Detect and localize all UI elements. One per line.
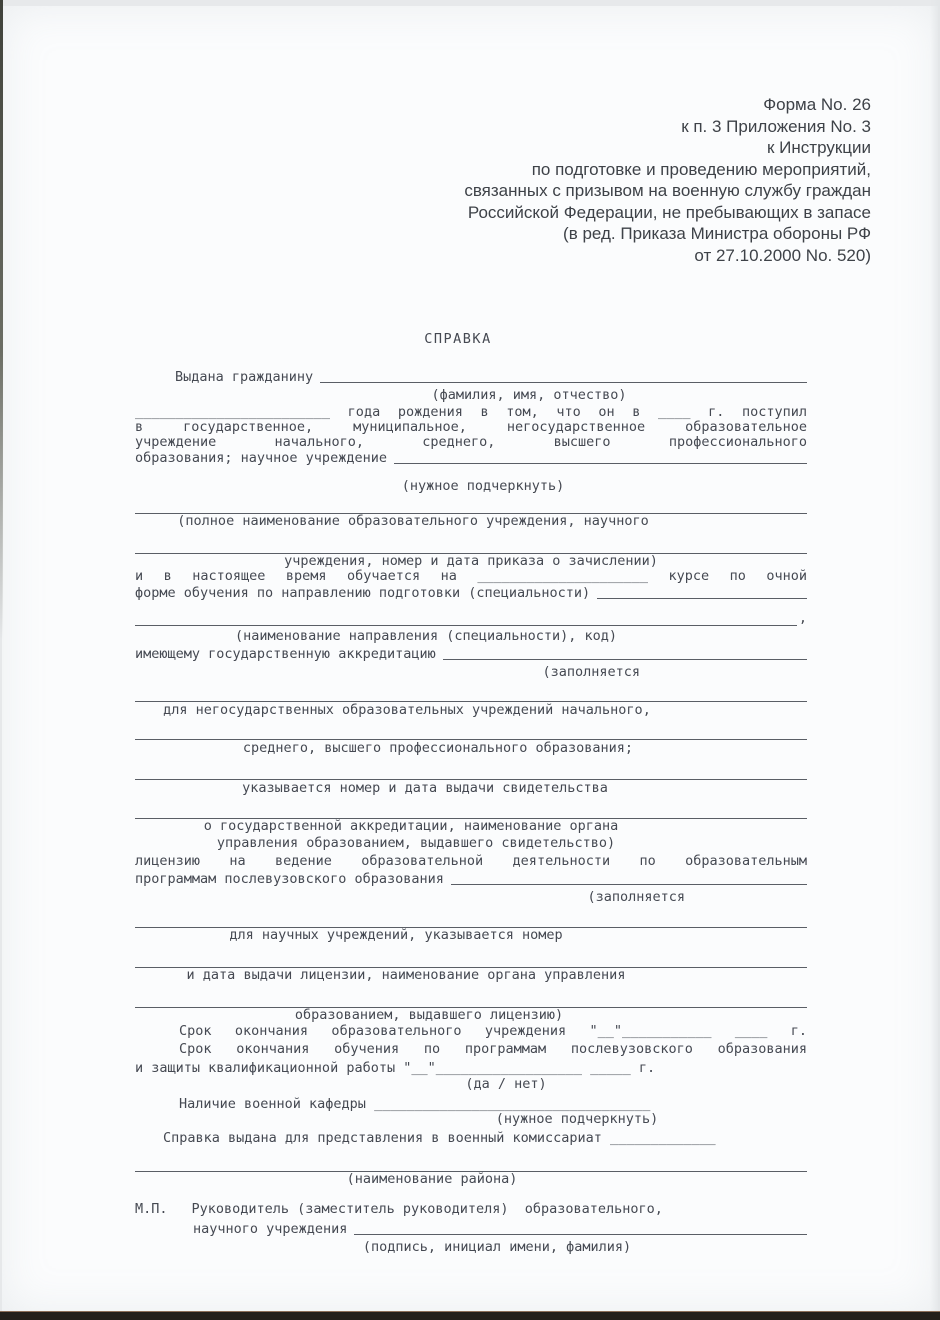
blank-underline [320,369,807,383]
field-caption: для научных учреждений, указывается номер [229,927,563,943]
field-caption: (заполняется [542,664,640,680]
field-caption: среднего, высшего профессионального образования; [242,740,634,756]
blank-underline [135,768,807,780]
field-caption: (нужное подчеркнуть) [495,1111,659,1127]
form-title: СПРАВКА [424,331,492,347]
field-label: программам послевузовского образования [135,871,444,887]
blank-underline [451,871,807,885]
field-caption: (да / нет) [465,1076,547,1092]
form-text-line: Руководитель (заместитель руководителя) образовательного, [191,1201,663,1217]
form-line-with-blank [135,871,807,887]
punctuation: , [798,610,807,626]
header-note-line: связанных с призывом на военную службу граждан [464,181,871,200]
form-text-line: в государственное, муниципальное, негосударственное образовательное [135,419,807,435]
blank-ruled-line [135,953,807,968]
field-label: научного учреждения [193,1221,348,1237]
blank-ruled-line [135,725,807,740]
blank-ruled-line [135,539,807,554]
scan-bottom-edge [0,1311,940,1320]
field-label: имеющему государственную аккредитацию [135,646,436,662]
field-caption: и дата выдачи лицензии, наименование органа управления [186,967,626,983]
blank-underline [354,1221,807,1235]
stamp-place-label: М.П. [135,1201,168,1217]
blank-ruled-line [135,499,807,514]
blank-ruled-line [135,611,807,626]
blank-ruled-line [135,1157,807,1172]
header-note-line: (в ред. Приказа Министра обороны РФ [563,224,871,243]
form-body [135,332,807,1255]
field-caption: (подпись, инициал имени, фамилия) [362,1239,632,1255]
blank-underline [135,728,807,740]
stamp-and-signatory-line [135,1202,807,1217]
blank-underline [443,646,807,660]
field-caption: учреждения, номер и дата приказа о зачислении) [284,553,658,569]
blank-ruled-line [135,687,807,702]
form-line-with-blank [135,369,807,385]
form-text-line: учреждение начального, среднего, высшего профессионального [135,434,807,450]
header-note-line: по подготовке и проведению мероприятий, [531,159,871,179]
field-caption: указывается номер и дата выдачи свидетельства [242,780,608,796]
field-caption: (полное наименование образовательного учреждения, научного [177,513,649,529]
field-caption: образованием, выдавшего лицензию) [294,1007,564,1023]
scan-left-edge [0,0,3,640]
form-text-line: Срок окончания обучения по программам послевузовского образования [179,1041,807,1057]
form-text-line: Срок окончания образовательного учреждения "__"___________ ____ г. [179,1023,807,1039]
form-line-with-blank [135,646,807,662]
blank-ruled-line [135,804,807,819]
form-text-line: ________________________ года рождения в том, что он в ____ г. поступил [135,404,807,420]
form-text-line: и защиты квалификационной работы "__"__________________ _____ г. [135,1060,656,1076]
form-line-with-blank [135,450,807,466]
field-caption: управления образованием, выдавшего свидетельство) [216,835,616,851]
scan-top-edge [0,0,940,6]
field-caption: (заполняется [587,889,685,905]
blank-underline [135,690,807,702]
field-caption: (нужное подчеркнуть) [401,478,565,494]
header-note-line: Российской Федерации, не пребывающих в запасе [467,202,871,222]
field-caption: о государственной аккредитации, наименование органа [203,818,619,834]
blank-ruled-line [135,913,807,928]
field-caption: (наименование направления (специальности), код) [234,628,617,644]
scan-right-shadow [930,0,940,1320]
field-label: Выдана гражданину [175,369,314,385]
form-reference-note [464,94,871,266]
header-note-line: к п. 3 Приложения No. 3 [681,116,871,136]
blank-ruled-line [135,993,807,1008]
form-text-line: лицензию на ведение образовательной деятельности по образовательным [135,853,807,869]
field-caption: (наименование района) [346,1171,518,1187]
field-label: образования; научное учреждение [135,450,387,466]
form-line-with-blank [135,585,807,601]
form-line-with-blank [135,1221,807,1237]
header-note-line: к Инструкции [767,138,871,157]
blank-underline [394,450,807,464]
form-text-line: и в настоящее время обучается на _____________________ курсе по очной [135,568,807,584]
blank-underline [597,585,807,599]
blank-ruled-line [135,765,807,780]
header-note-line: от 27.10.2000 No. 520) [694,245,871,265]
form-text-line: Справка выдана для представления в военный комиссариат _____________ [163,1130,716,1146]
field-caption: (фамилия, имя, отчество) [431,387,627,403]
field-caption: для негосударственных образовательных учреждений начального, [163,702,651,718]
blank-underline [135,614,797,626]
header-note-line: Форма No. 26 [763,95,871,114]
form-text-line: Наличие военной кафедры __________________________________ [179,1096,651,1112]
field-label: форме обучения по направлению подготовки (специальности) [135,585,591,601]
